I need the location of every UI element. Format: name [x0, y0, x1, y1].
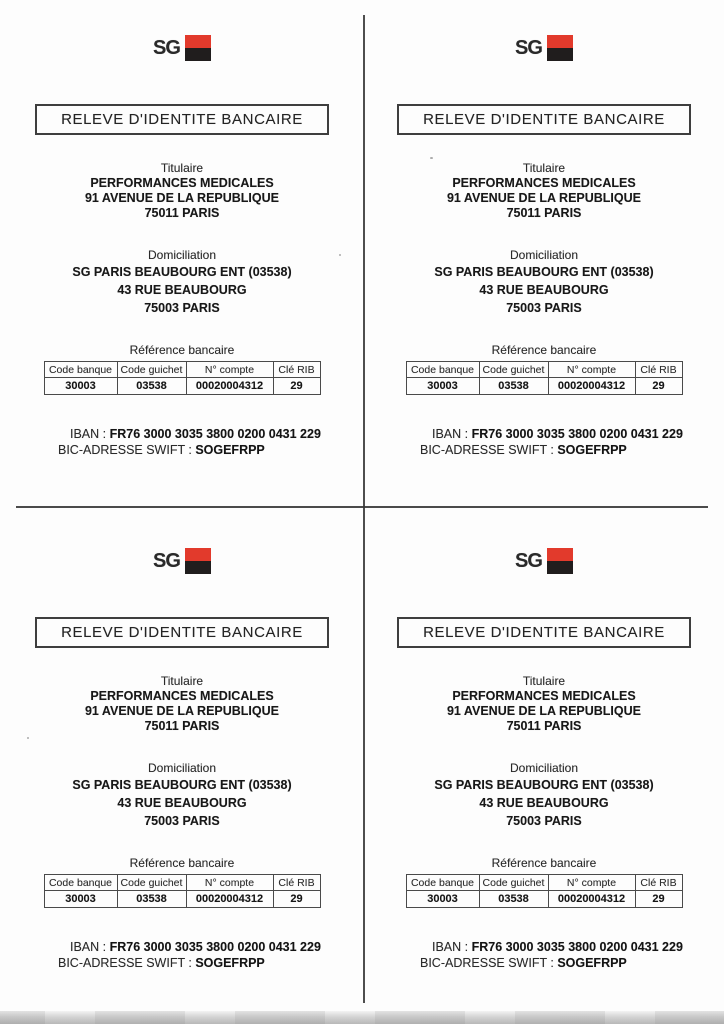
header-code-banque: Code banque [406, 362, 479, 378]
iban-value: FR76 3000 3035 3800 0200 0431 229 [471, 427, 683, 441]
bic-value: SOGEFRPP [195, 956, 265, 970]
iban-line [420, 426, 683, 442]
sg-logo [515, 35, 573, 61]
iban-label: IBAN : [432, 427, 469, 441]
sg-logo-text: SG [153, 550, 180, 572]
value-numero-compte: 00020004312 [548, 378, 635, 395]
domiciliation-branch: SG PARIS BEAUBOURG ENT (03538) [72, 265, 292, 279]
rib-title-box [397, 617, 691, 648]
vertical-divider-line [363, 15, 365, 1003]
value-code-banque: 30003 [406, 378, 479, 395]
titulaire-city: 75011 PARIS [506, 719, 582, 733]
flag-red-half [547, 35, 573, 48]
header-numero-compte: N° compte [186, 362, 273, 378]
iban-value: FR76 3000 3035 3800 0200 0431 229 [471, 940, 683, 954]
iban-label: IBAN : [70, 427, 107, 441]
titulaire-street: 91 AVENUE DE LA REPUBLIQUE [446, 191, 641, 205]
horizontal-divider-line [16, 506, 708, 508]
titulaire-block [85, 689, 279, 734]
value-code-banque: 30003 [44, 378, 117, 395]
red-black-flag-icon [547, 548, 573, 574]
sg-logo [515, 548, 573, 574]
header-cle-rib: Clé RIB [273, 362, 320, 378]
titulaire-street: 91 AVENUE DE LA REPUBLIQUE [84, 704, 279, 718]
iban-bic-block [420, 939, 683, 971]
header-code-guichet: Code guichet [479, 875, 548, 891]
titulaire-label: Titulaire [160, 674, 204, 688]
domiciliation-branch: SG PARIS BEAUBOURG ENT (03538) [72, 778, 292, 792]
domiciliation-block [434, 776, 653, 830]
header-cle-rib: Clé RIB [635, 875, 682, 891]
bic-value: SOGEFRPP [557, 956, 627, 970]
domiciliation-branch: SG PARIS BEAUBOURG ENT (03538) [434, 778, 654, 792]
rib-copy-1 [1, 8, 363, 458]
flag-red-half [547, 548, 573, 561]
domiciliation-city: 75003 PARIS [506, 814, 582, 828]
iban-bic-block [58, 939, 321, 971]
table-value-row [406, 378, 682, 395]
domiciliation-label: Domiciliation [509, 761, 579, 775]
flag-red-half [185, 35, 211, 48]
value-code-banque: 30003 [44, 891, 117, 908]
value-numero-compte: 00020004312 [186, 891, 273, 908]
header-numero-compte: N° compte [186, 875, 273, 891]
value-code-guichet: 03538 [479, 378, 548, 395]
bic-value: SOGEFRPP [557, 443, 627, 457]
reference-bancaire-table [44, 874, 321, 908]
titulaire-name: PERFORMANCES MEDICALES [90, 176, 274, 190]
titulaire-label: Titulaire [160, 161, 204, 175]
rib-copy-3 [1, 521, 363, 971]
reference-bancaire-table [406, 361, 683, 395]
titulaire-city: 75011 PARIS [144, 206, 220, 220]
titulaire-block [447, 689, 641, 734]
flag-red-half [185, 548, 211, 561]
value-code-guichet: 03538 [117, 891, 186, 908]
bic-label: BIC-ADRESSE SWIFT : [58, 443, 192, 457]
value-cle-rib: 29 [273, 891, 320, 908]
header-numero-compte: N° compte [548, 362, 635, 378]
flag-black-half [185, 561, 211, 574]
sg-logo [153, 35, 211, 61]
iban-line [58, 939, 321, 955]
titulaire-block [447, 176, 641, 221]
bic-label: BIC-ADRESSE SWIFT : [420, 443, 554, 457]
titulaire-street: 91 AVENUE DE LA REPUBLIQUE [84, 191, 279, 205]
header-code-guichet: Code guichet [117, 875, 186, 891]
titulaire-name: PERFORMANCES MEDICALES [452, 176, 636, 190]
red-black-flag-icon [547, 35, 573, 61]
scan-speck [430, 157, 433, 159]
domiciliation-city: 75003 PARIS [144, 301, 220, 315]
rib-title-box [35, 104, 329, 135]
bic-line [420, 955, 683, 971]
red-black-flag-icon [185, 548, 211, 574]
domiciliation-city: 75003 PARIS [506, 301, 582, 315]
domiciliation-branch: SG PARIS BEAUBOURG ENT (03538) [434, 265, 654, 279]
bic-line [58, 442, 321, 458]
titulaire-street: 91 AVENUE DE LA REPUBLIQUE [446, 704, 641, 718]
titulaire-block [85, 176, 279, 221]
domiciliation-city: 75003 PARIS [144, 814, 220, 828]
iban-value: FR76 3000 3035 3800 0200 0431 229 [109, 427, 321, 441]
reference-bancaire-label: Référence bancaire [129, 343, 235, 357]
iban-value: FR76 3000 3035 3800 0200 0431 229 [109, 940, 321, 954]
table-header-row [44, 362, 320, 378]
rib-copy-2 [363, 8, 724, 458]
value-cle-rib: 29 [635, 891, 682, 908]
domiciliation-label: Domiciliation [147, 248, 217, 262]
titulaire-label: Titulaire [522, 161, 566, 175]
sg-logo [153, 548, 211, 574]
header-code-banque: Code banque [44, 362, 117, 378]
titulaire-city: 75011 PARIS [506, 206, 582, 220]
iban-line [420, 939, 683, 955]
domiciliation-label: Domiciliation [509, 248, 579, 262]
rib-title: RELEVE D'IDENTITE BANCAIRE [61, 624, 303, 641]
rib-title-box [397, 104, 691, 135]
domiciliation-block [434, 263, 653, 317]
iban-line [58, 426, 321, 442]
iban-bic-block [420, 426, 683, 458]
header-cle-rib: Clé RIB [273, 875, 320, 891]
rib-title-box [35, 617, 329, 648]
iban-bic-block [58, 426, 321, 458]
red-black-flag-icon [185, 35, 211, 61]
domiciliation-label: Domiciliation [147, 761, 217, 775]
rib-title: RELEVE D'IDENTITE BANCAIRE [423, 111, 665, 128]
domiciliation-street: 43 RUE BEAUBOURG [117, 283, 247, 297]
reference-bancaire-label: Référence bancaire [491, 856, 597, 870]
sg-logo-text: SG [515, 550, 542, 572]
bic-label: BIC-ADRESSE SWIFT : [420, 956, 554, 970]
rib-card [363, 521, 724, 971]
scan-speck [27, 737, 29, 739]
header-code-banque: Code banque [406, 875, 479, 891]
header-code-banque: Code banque [44, 875, 117, 891]
table-header-row [44, 875, 320, 891]
table-value-row [406, 891, 682, 908]
titulaire-city: 75011 PARIS [144, 719, 220, 733]
reference-bancaire-label: Référence bancaire [491, 343, 597, 357]
titulaire-name: PERFORMANCES MEDICALES [452, 689, 636, 703]
rib-card [363, 8, 724, 458]
value-numero-compte: 00020004312 [548, 891, 635, 908]
rib-card [1, 521, 363, 971]
domiciliation-street: 43 RUE BEAUBOURG [479, 796, 609, 810]
rib-card [1, 8, 363, 458]
rib-title: RELEVE D'IDENTITE BANCAIRE [61, 111, 303, 128]
value-code-banque: 30003 [406, 891, 479, 908]
domiciliation-street: 43 RUE BEAUBOURG [117, 796, 247, 810]
iban-label: IBAN : [70, 940, 107, 954]
header-cle-rib: Clé RIB [635, 362, 682, 378]
table-value-row [44, 378, 320, 395]
flag-black-half [547, 48, 573, 61]
value-cle-rib: 29 [273, 378, 320, 395]
flag-black-half [547, 561, 573, 574]
bic-value: SOGEFRPP [195, 443, 265, 457]
value-cle-rib: 29 [635, 378, 682, 395]
header-code-guichet: Code guichet [479, 362, 548, 378]
domiciliation-street: 43 RUE BEAUBOURG [479, 283, 609, 297]
scan-edge-band [0, 1011, 724, 1024]
bic-label: BIC-ADRESSE SWIFT : [58, 956, 192, 970]
titulaire-label: Titulaire [522, 674, 566, 688]
reference-bancaire-table [44, 361, 321, 395]
titulaire-name: PERFORMANCES MEDICALES [90, 689, 274, 703]
bic-line [58, 955, 321, 971]
value-numero-compte: 00020004312 [186, 378, 273, 395]
sg-logo-text: SG [515, 37, 542, 59]
domiciliation-block [72, 776, 291, 830]
header-code-guichet: Code guichet [117, 362, 186, 378]
table-header-row [406, 362, 682, 378]
value-code-guichet: 03538 [479, 891, 548, 908]
header-numero-compte: N° compte [548, 875, 635, 891]
reference-bancaire-table [406, 874, 683, 908]
domiciliation-block [72, 263, 291, 317]
flag-black-half [185, 48, 211, 61]
sg-logo-text: SG [153, 37, 180, 59]
scan-speck [339, 254, 341, 256]
table-value-row [44, 891, 320, 908]
table-header-row [406, 875, 682, 891]
rib-title: RELEVE D'IDENTITE BANCAIRE [423, 624, 665, 641]
rib-copy-4 [363, 521, 724, 971]
value-code-guichet: 03538 [117, 378, 186, 395]
iban-label: IBAN : [432, 940, 469, 954]
bic-line [420, 442, 683, 458]
reference-bancaire-label: Référence bancaire [129, 856, 235, 870]
